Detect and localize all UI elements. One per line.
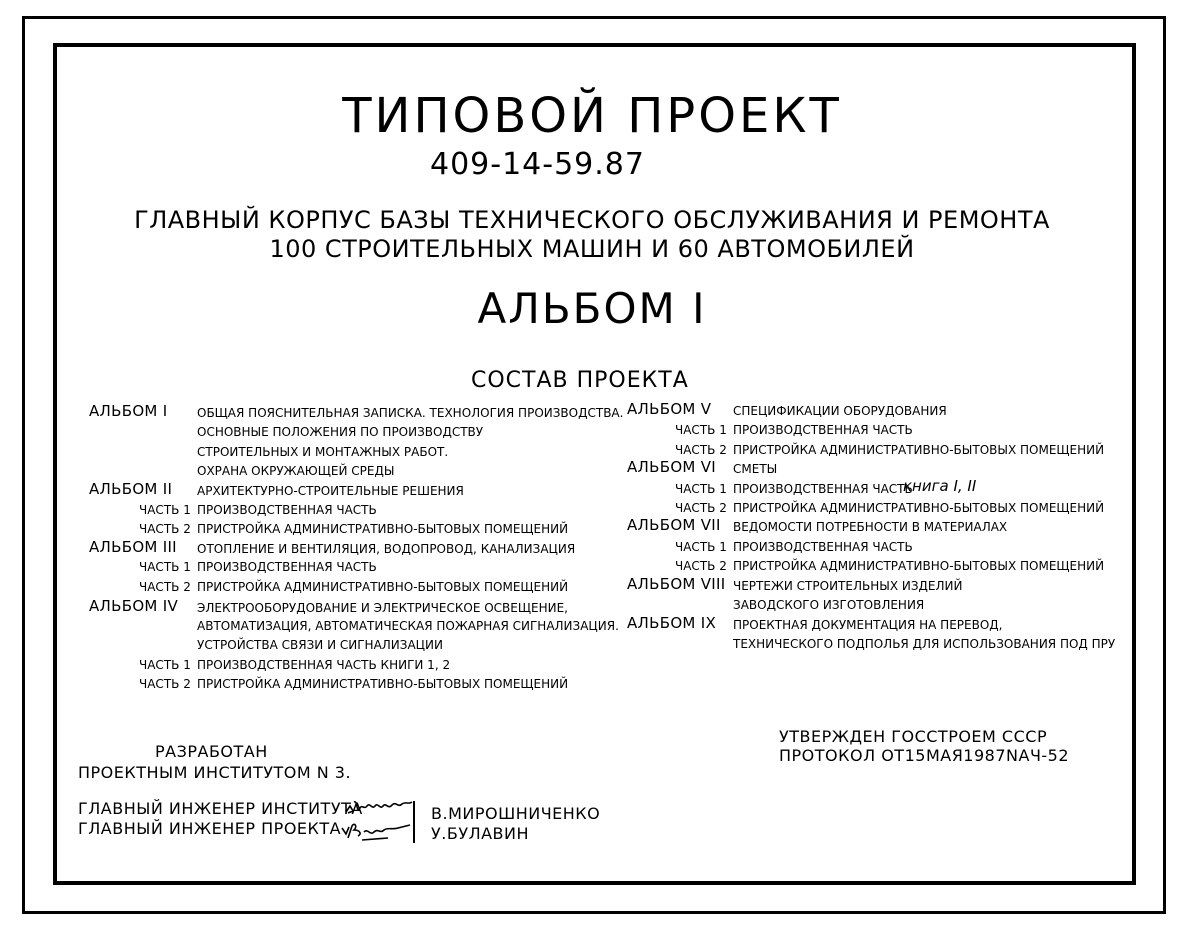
album-1-line-3: СТРОИТЕЛЬНЫХ И МОНТАЖНЫХ РАБОТ. [197, 445, 449, 459]
developed-line-2: ПРОЕКТНЫМ ИНСТИТУТОМ N 3. [78, 763, 352, 782]
project-number: 409-14-59.87 [430, 147, 645, 182]
album-3-part-2-label: ЧАСТЬ 2 [139, 580, 191, 594]
album-6-part-1: ПРОИЗВОДСТВЕННАЯ ЧАСТЬ [733, 482, 913, 496]
album-1-label: АЛЬБОМ I [89, 402, 168, 420]
album-title: АЛЬБОМ I [477, 284, 707, 333]
name-2: У.БУЛАВИН [431, 824, 530, 843]
album-1-line-4: ОХРАНА ОКРУЖАЮЩЕЙ СРЕДЫ [197, 464, 395, 478]
album-1-line-1: ОБЩАЯ ПОЯСНИТЕЛЬНАЯ ЗАПИСКА. ТЕХНОЛОГИЯ ПРОИЗВОДСТВА. [197, 406, 624, 420]
album-3-part-1-label: ЧАСТЬ 1 [139, 560, 191, 574]
album-5-label: АЛЬБОМ V [627, 400, 712, 418]
album-7-part-2-label: ЧАСТЬ 2 [675, 559, 727, 573]
album-4-part-1-label: ЧАСТЬ 1 [139, 658, 191, 672]
album-4-line-1: ЭЛЕКТРООБОРУДОВАНИЕ И ЭЛЕКТРИЧЕСКОЕ ОСВЕЩЕНИЕ, [197, 601, 568, 615]
subtitle-line-1: ГЛАВНЫЙ КОРПУС БАЗЫ ТЕХНИЧЕСКОГО ОБСЛУЖИВАНИЯ И РЕМОНТА [134, 206, 1050, 234]
album-3-label: АЛЬБОМ III [89, 538, 177, 556]
signature-divider [413, 801, 415, 843]
album-9-line-1: ПРОЕКТНАЯ ДОКУМЕНТАЦИЯ НА ПЕРЕВОД, [733, 618, 1003, 632]
album-5-part-1: ПРОИЗВОДСТВЕННАЯ ЧАСТЬ [733, 423, 913, 437]
developed-line-1: РАЗРАБОТАН [155, 742, 268, 761]
album-5-part-2-label: ЧАСТЬ 2 [675, 443, 727, 457]
album-6-part-1-label: ЧАСТЬ 1 [675, 482, 727, 496]
album-6-line: СМЕТЫ [733, 462, 778, 476]
album-4-part-2-label: ЧАСТЬ 2 [139, 677, 191, 691]
chief-engineer-institute: ГЛАВНЫЙ ИНЖЕНЕР ИНСТИТУТА [78, 799, 363, 818]
approved-line-2: ПРОТОКОЛ ОТ15МАЯ1987NАЧ-52 [779, 746, 1070, 765]
album-7-line: ВЕДОМОСТИ ПОТРЕБНОСТИ В МАТЕРИАЛАХ [733, 520, 1008, 534]
name-1: В.МИРОШНИЧЕНКО [431, 804, 601, 823]
album-6-part-2: ПРИСТРОЙКА АДМИНИСТРАТИВНО-БЫТОВЫХ ПОМЕЩЕНИЙ [733, 501, 1105, 515]
album-2-label: АЛЬБОМ II [89, 480, 173, 498]
album-4-line-3: УСТРОЙСТВА СВЯЗИ И СИГНАЛИЗАЦИИ [197, 638, 443, 652]
project-title: ТИПОВОЙ ПРОЕКТ [342, 88, 842, 144]
album-9-line-2: ТЕХНИЧЕСКОГО ПОДПОЛЬЯ ДЛЯ ИСПОЛЬЗОВАНИЯ ПОД ПРУ [733, 637, 1116, 651]
album-4-part-1: ПРОИЗВОДСТВЕННАЯ ЧАСТЬ КНИГИ 1, 2 [197, 658, 451, 672]
album-5-part-2: ПРИСТРОЙКА АДМИНИСТРАТИВНО-БЫТОВЫХ ПОМЕЩЕНИЙ [733, 443, 1105, 457]
album-8-line-1: ЧЕРТЕЖИ СТРОИТЕЛЬНЫХ ИЗДЕЛИЙ [733, 579, 963, 593]
album-4-label: АЛЬБОМ IV [89, 597, 179, 615]
album-7-part-2: ПРИСТРОЙКА АДМИНИСТРАТИВНО-БЫТОВЫХ ПОМЕЩЕНИЙ [733, 559, 1105, 573]
album-7-part-1: ПРОИЗВОДСТВЕННАЯ ЧАСТЬ [733, 540, 913, 554]
album-9-label: АЛЬБОМ IX [627, 614, 717, 632]
album-5-line: СПЕЦИФИКАЦИИ ОБОРУДОВАНИЯ [733, 404, 947, 418]
album-7-label: АЛЬБОМ VII [627, 516, 721, 534]
album-4-part-2: ПРИСТРОЙКА АДМИНИСТРАТИВНО-БЫТОВЫХ ПОМЕЩЕНИЙ [197, 677, 569, 691]
album-7-part-1-label: ЧАСТЬ 1 [675, 540, 727, 554]
album-8-label: АЛЬБОМ VIII [627, 575, 726, 593]
album-6-book: книга I, II [903, 477, 977, 495]
album-6-label: АЛЬБОМ VI [627, 458, 717, 476]
signature-2-icon [340, 818, 412, 844]
album-3-part-1: ПРОИЗВОДСТВЕННАЯ ЧАСТЬ [197, 560, 377, 574]
album-5-part-1-label: ЧАСТЬ 1 [675, 423, 727, 437]
album-2-part-2: ПРИСТРОЙКА АДМИНИСТРАТИВНО-БЫТОВЫХ ПОМЕЩЕНИЙ [197, 522, 569, 536]
subtitle-line-2: 100 СТРОИТЕЛЬНЫХ МАШИН И 60 АВТОМОБИЛЕЙ [269, 235, 915, 263]
album-2-line: АРХИТЕКТУРНО-СТРОИТЕЛЬНЫЕ РЕШЕНИЯ [197, 484, 464, 498]
album-8-line-2: ЗАВОДСКОГО ИЗГОТОВЛЕНИЯ [733, 598, 925, 612]
album-6-part-2-label: ЧАСТЬ 2 [675, 501, 727, 515]
chief-engineer-project: ГЛАВНЫЙ ИНЖЕНЕР ПРОЕКТА [78, 819, 342, 838]
album-3-part-2: ПРИСТРОЙКА АДМИНИСТРАТИВНО-БЫТОВЫХ ПОМЕЩЕНИЙ [197, 580, 569, 594]
album-2-part-1-label: ЧАСТЬ 1 [139, 503, 191, 517]
composition-title: СОСТАВ ПРОЕКТА [471, 368, 689, 393]
album-1-line-2: ОСНОВНЫЕ ПОЛОЖЕНИЯ ПО ПРОИЗВОДСТВУ [197, 425, 484, 439]
album-3-line: ОТОПЛЕНИЕ И ВЕНТИЛЯЦИЯ, ВОДОПРОВОД, КАНАЛИЗАЦИЯ [197, 542, 576, 556]
album-2-part-2-label: ЧАСТЬ 2 [139, 522, 191, 536]
signature-1-icon [344, 796, 416, 820]
album-4-line-2: АВТОМАТИЗАЦИЯ, АВТОМАТИЧЕСКАЯ ПОЖАРНАЯ СИГНАЛИЗАЦИЯ. [197, 619, 619, 633]
approved-line-1: УТВЕРЖДЕН ГОССТРОЕМ СССР [779, 727, 1048, 746]
album-2-part-1: ПРОИЗВОДСТВЕННАЯ ЧАСТЬ [197, 503, 377, 517]
